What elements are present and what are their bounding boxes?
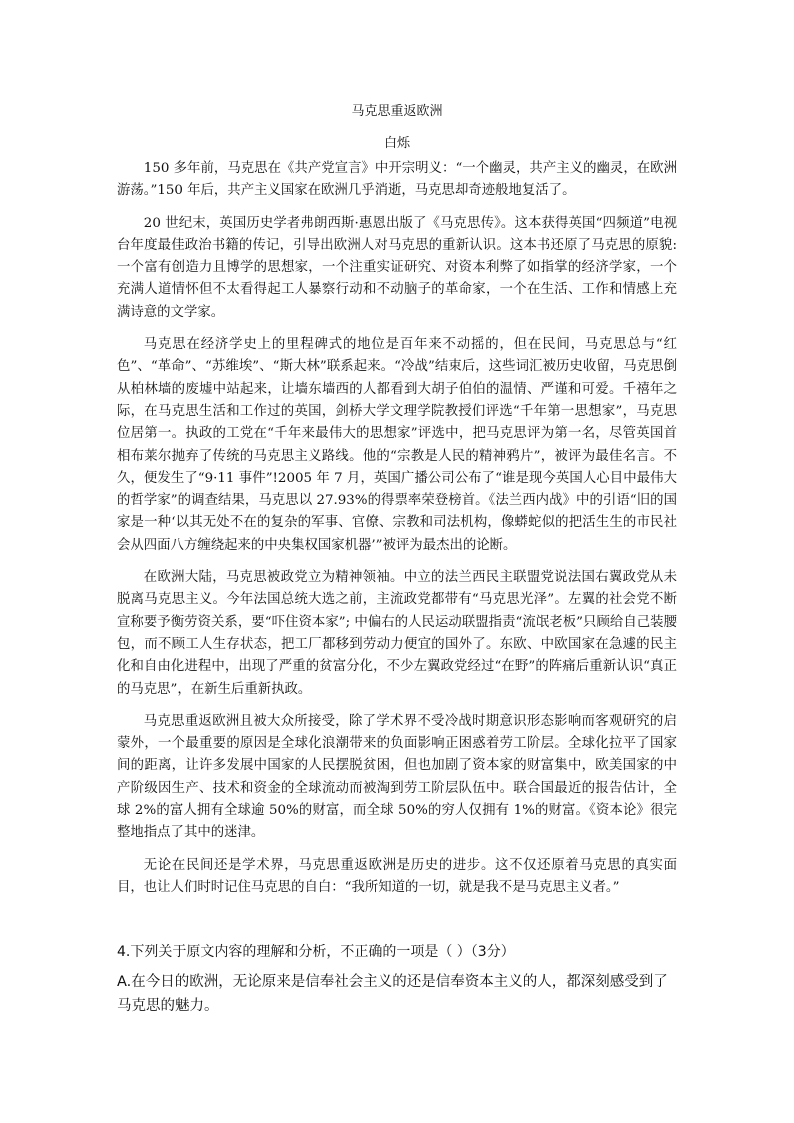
option-a: A.在今日的欧洲，无论原来是信奉社会主义的还是信奉资本主义的人，都深刻感受到了马克思的魅力。 (117, 974, 668, 1014)
paragraph-2: 20 世纪末，英国历史学者弗朗西斯·惠恩出版了《马克思传》。这本获得英国“四频道”电视台年度最佳政治书籍的传记，引导出欧洲人对马克思的重新认识。这本书还原了马克思的原貌:一个富有创造力且博学的思想家，一个注重实证研究、对资本利弊了如指掌的经济学家，一个充满人道情怀但不太看得起工人暴察行动和不动脑子的革命家，一个在生活、工作和情感上充满诗意的文学家。 (117, 215, 677, 320)
article-title: 马克思重返欧洲 (351, 104, 443, 119)
question-stem: 4.下列关于原文内容的理解和分析，不正确的一项是（ ）（3分） (117, 944, 515, 960)
paragraph-6: 无论在民间还是学术界，马克思重返欧洲是历史的进步。这不仅还原着马克思的真实面目，也让人们时时记住马克思的自白：“我所知道的一切，就是我不是马克思主义者。” (117, 857, 677, 895)
paragraph-1: 150 多年前，马克思在《共产党宣言》中开宗明义：“一个幽灵，共产主义的幽灵，在欧洲游荡。”150 年后，共产主义国家在欧洲几乎消逝，马克思却奇迹般地复活了。 (117, 161, 677, 199)
question-block (117, 940, 679, 1018)
paragraph-4: 在欧洲大陆，马克思被政党立为精神领袖。中立的法兰西民主联盟党说法国右翼政党从未脱离马克思主义。今年法国总统大选之前，主流政党都带有“马克思光泽”。左翼的社会党不断宣称要予衡劳资关系，要“吓住资本家”; 中偏右的人民运动联盟指责“流氓老板”只顾给自己装腰包，而不顾工人生存状态，把工厂都移到劳动力便宜的国外了。东欧、中欧国家在急遽的民主化和自由化进程中，出现了严重的贫富分化，不少左翼政党经过“在野”的阵痛后重新认识“真正的马克思”，在新生后重新执政。 (117, 570, 677, 697)
article-author: 白烁 (383, 136, 410, 151)
paragraph-5: 马克思重返欧洲且被大众所接受，除了学术界不受冷战时期意识形态影响而客观研究的启蒙外，一个最重要的原因是全球化浪潮带来的负面影响正困惑着劳工阶层。全球化拉平了国家间的距离，让许多发展中国家的人民摆脱贫困，但也加剧了资本家的财富集中，欧美国家的中产阶级因生产、技术和资金的全球流动而被淘到劳工阶层队伍中。联合国最近的报告估计，全球 2%的富人拥有全球逾 50%的财富，而全球 50%的穷人仅拥有 1%的财富。《资本论》很完整地指点了其中的迷津。 (117, 713, 677, 841)
paragraph-3: 马克思在经济学史上的里程碑式的地位是百年来不动摇的，但在民间，马克思总与“红色”、“革命”、“苏维埃”、“斯大林”联系起来。“冷战”结束后，这些词汇被历史收留，马克思倒从柏林墙的废墟中站起来，让墙东墙西的人都看到大胡子伯伯的温情、严谨和可爱。千禧年之际，在马克思生活和工作过的英国，剑桥大学文理学院教授们评选“千年第一思想家”，马克思位居第一。执政的工党在“千年来最伟大的思想家”评选中，把马克思评为第一名，尽管英国首相布莱尔抛弃了传统的马克思主义路线。他的“宗教是人民的精神鸦片”，被评为最佳名言。不久，便发生了“9·11 事件”!2005 年 7 月，英国广播公司公布了“谁是现今英国人心目中最伟大的哲学家”的调查结果，马克思以 27.93%的得票率荣登榜首。《法兰西内战》中的引语“旧的国家是一种‘以其无处不在的复杂的军事、官僚、宗教和司法机构，像蟒蛇似的把活生生的市民社会从四面八方缠绕起来的中央集权国家机器’”被评为最杰出的论断。 (117, 337, 677, 553)
article-body (117, 158, 677, 909)
